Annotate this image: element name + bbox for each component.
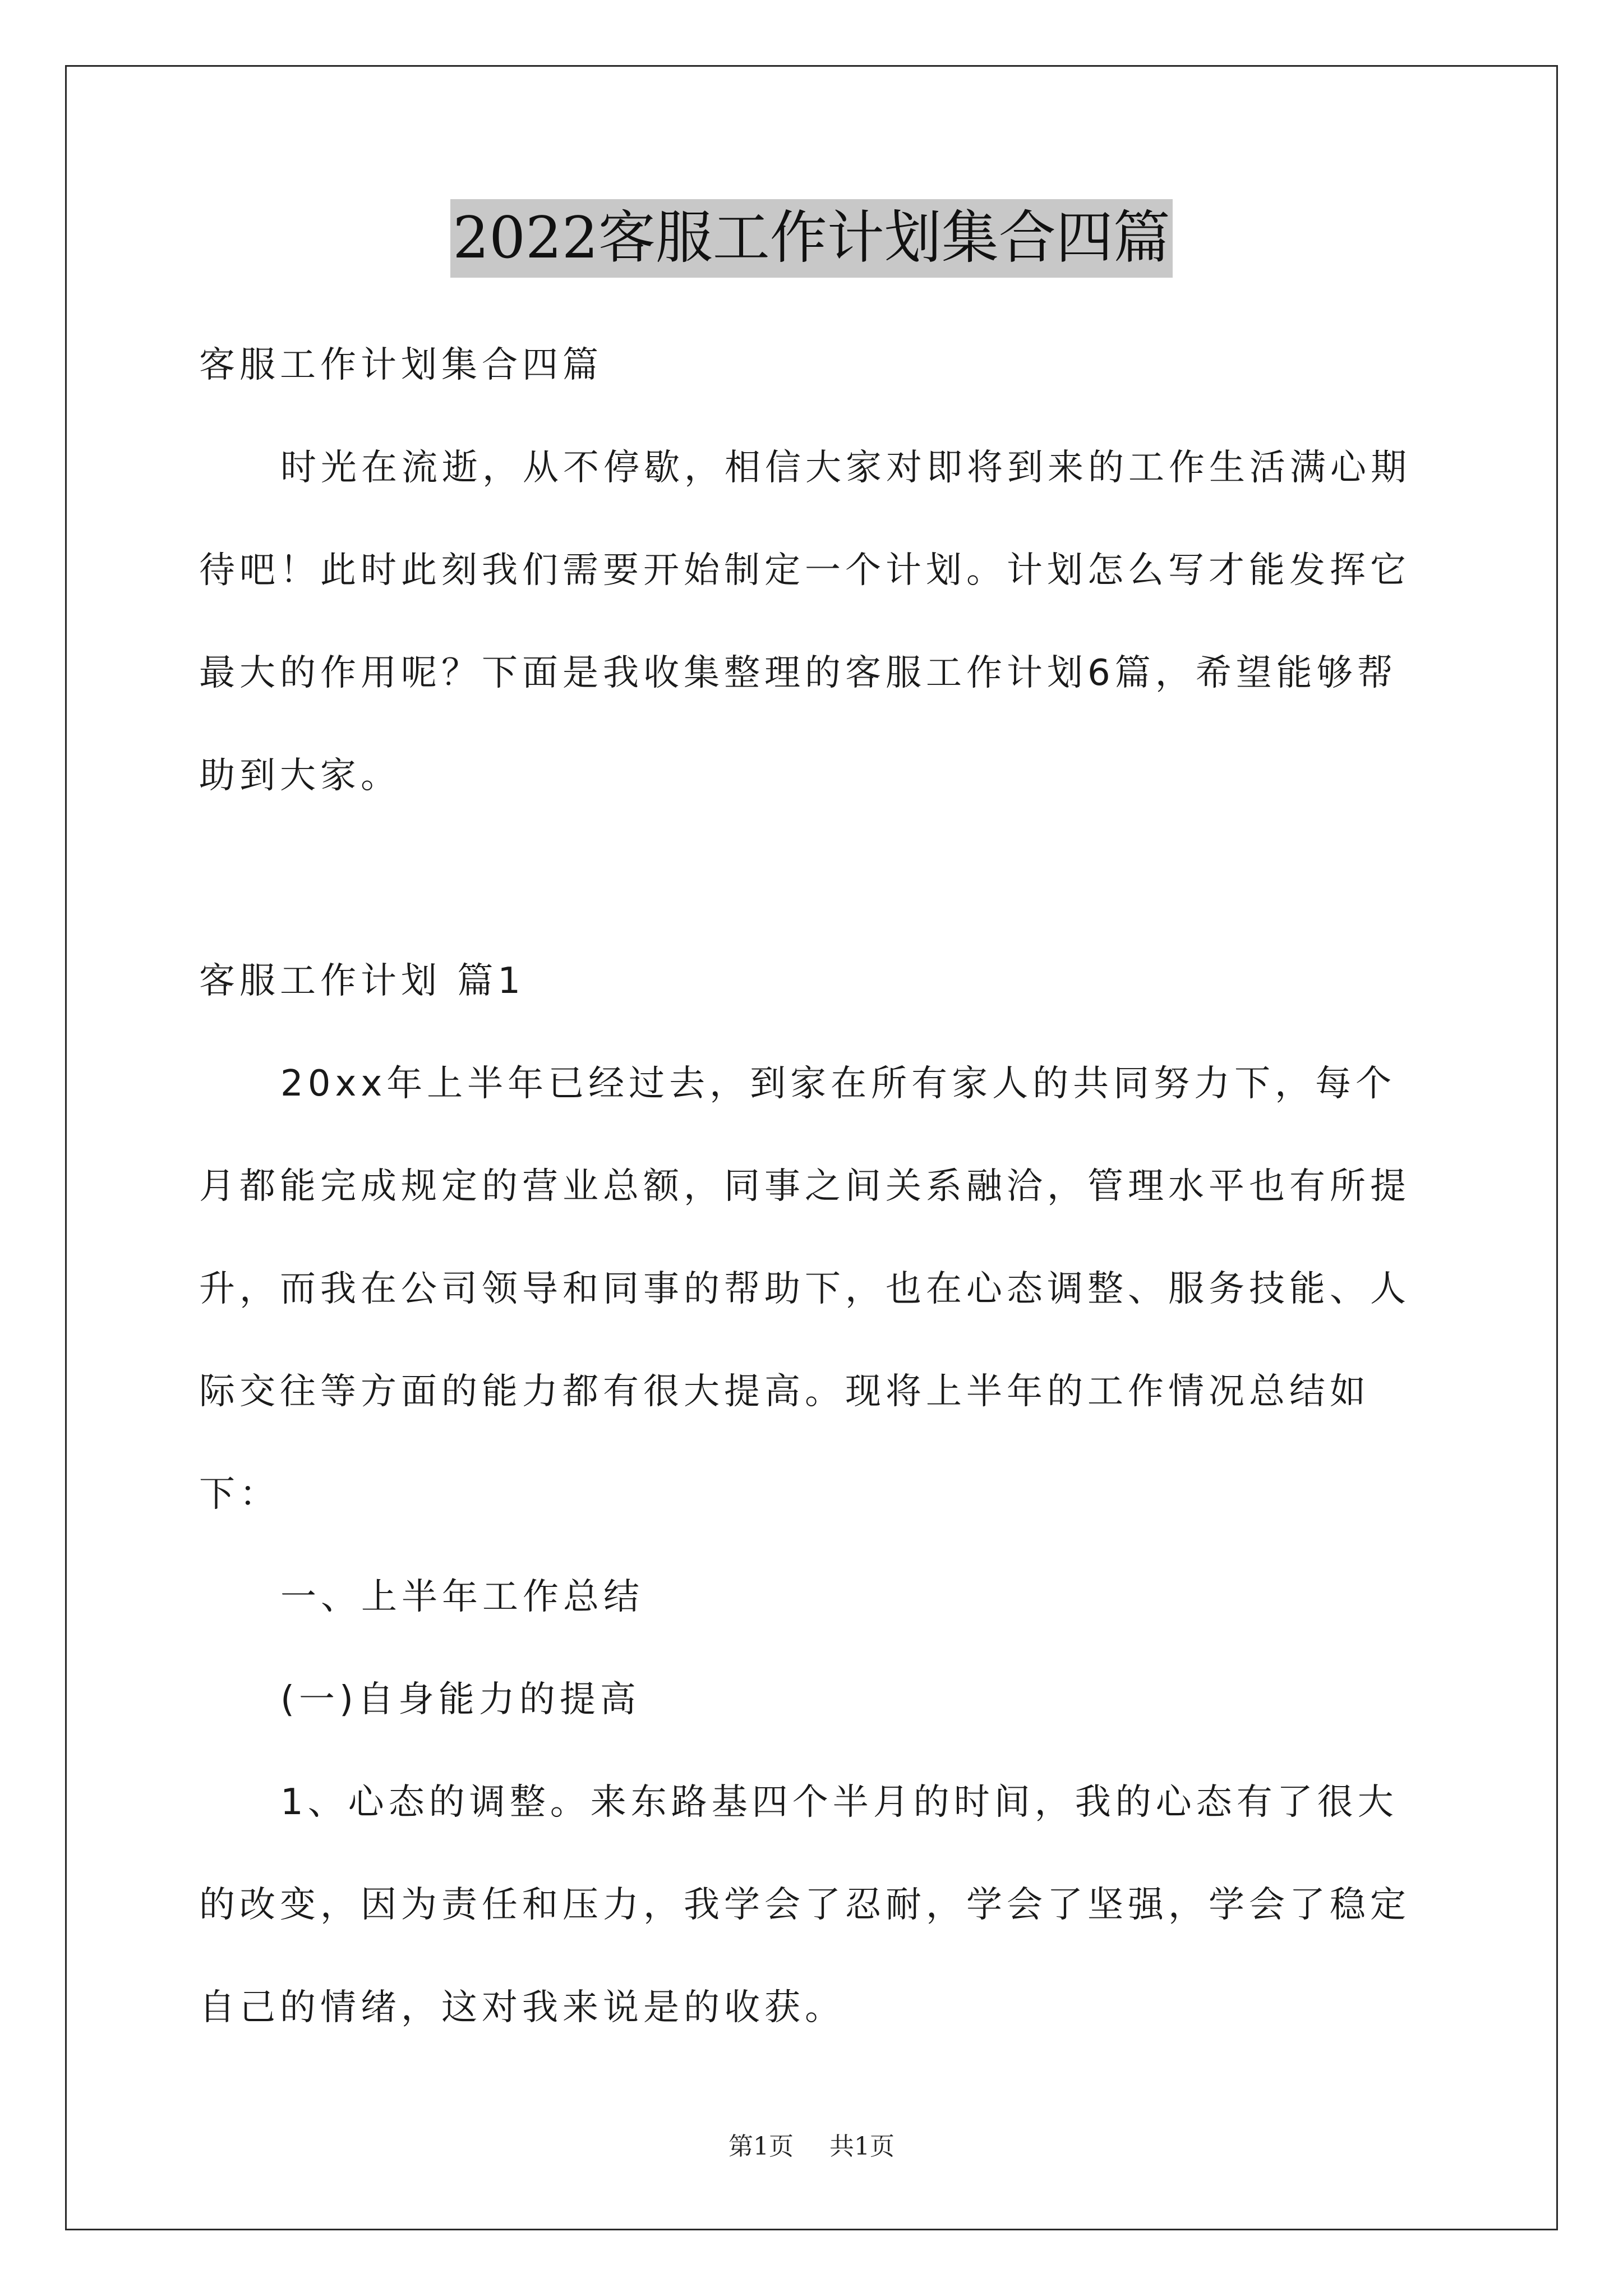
page-footer [0,2126,1623,2162]
subtitle: 客服工作计划集合四篇 [199,344,603,386]
document-title: 2022客服工作计划集合四篇 [450,199,1173,278]
section-heading: 客服工作计划 篇1 [199,960,525,1002]
spacer [199,827,1433,930]
intro-paragraph: 时光在流逝，从不停歇，相信大家对即将到来的工作生活满心期待吧！此时此刻我们需要开始制定一个计划。计划怎么写才能发挥它最大的作用呢？下面是我收集整理的客服工作计划6篇，希望能够帮助到大家。 [199,447,1411,797]
list-item-2: (一)自身能力的提高 [280,1679,640,1720]
list-item-1: 一、上半年工作总结 [280,1576,644,1618]
paragraph-1: 20xx年上半年已经过去，到家在所有家人的共同努力下，每个月都能完成规定的营业总额，同事之间关系融洽，管理水平也有所提升，而我在公司领导和同事的帮助下，也在心态调整、服务技能、人际交往等方面的能力都有很大提高。现将上半年的工作情况总结如下： [199,1063,1410,1515]
paragraph-2: 1、心态的调整。来东路基四个半月的时间，我的心态有了很大的改变，因为责任和压力，我学会了忍耐，学会了坚强，学会了稳定自己的情绪，这对我来说是的收获。 [199,1782,1410,2028]
document-body [199,314,1433,2059]
title-container [0,199,1623,278]
page-total: 共1页 [829,2132,895,2161]
page-number: 第1页 [728,2132,794,2161]
